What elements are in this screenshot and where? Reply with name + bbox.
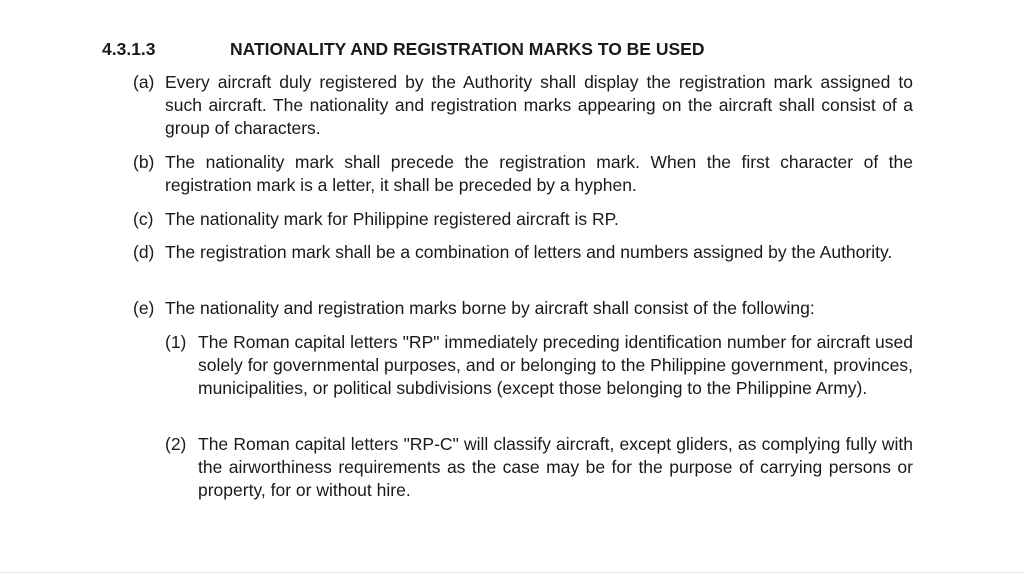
list-item-c [133,208,913,231]
list-marker: (c) [133,209,154,229]
list-item-text: Every aircraft duly registered by the Authority shall display the registration mark assigned to such aircraft. The nationality and registration marks appearing on the aircraft shall consist of a group of characters. [165,72,913,138]
sub-item-marker: (2) [165,434,187,454]
section-heading [102,38,704,60]
sub-item-text: The Roman capital letters "RP-C" will classify aircraft, except gliders, as complying fully with the airworthiness requirements as the case may be for the purpose of carrying persons or property, for or without hire. [198,434,913,500]
section-title: NATIONALITY AND REGISTRATION MARKS TO BE USED [230,39,705,59]
list-item-e [133,297,913,320]
section-number: 4.3.1.3 [102,39,156,59]
sub-item-1 [165,331,913,400]
sub-item-marker: (1) [165,332,187,352]
list-marker: (e) [133,298,155,318]
list-marker: (b) [133,152,155,172]
page-edge-divider [0,572,1024,573]
list-marker: (a) [133,72,155,92]
list-item-d [133,241,913,264]
list-item-text: The nationality mark for Philippine registered aircraft is RP. [165,209,619,229]
sub-item-2 [165,433,913,502]
list-marker: (d) [133,242,155,262]
list-item-b [133,151,913,197]
list-item-text: The registration mark shall be a combination of letters and numbers assigned by the Authority. [165,242,893,262]
list-item-text: The nationality and registration marks borne by aircraft shall consist of the following: [165,298,815,318]
list-item-text: The nationality mark shall precede the registration mark. When the first character of the registration mark is a letter, it shall be preceded by a hyphen. [165,152,913,195]
list-item-a [133,71,913,140]
sub-item-text: The Roman capital letters "RP" immediately preceding identification number for aircraft used solely for governmental purposes, and or belonging to the Philippine government, provinces, municipalities, or political subdivisions (except those belonging to the Philippine Army). [198,332,913,398]
